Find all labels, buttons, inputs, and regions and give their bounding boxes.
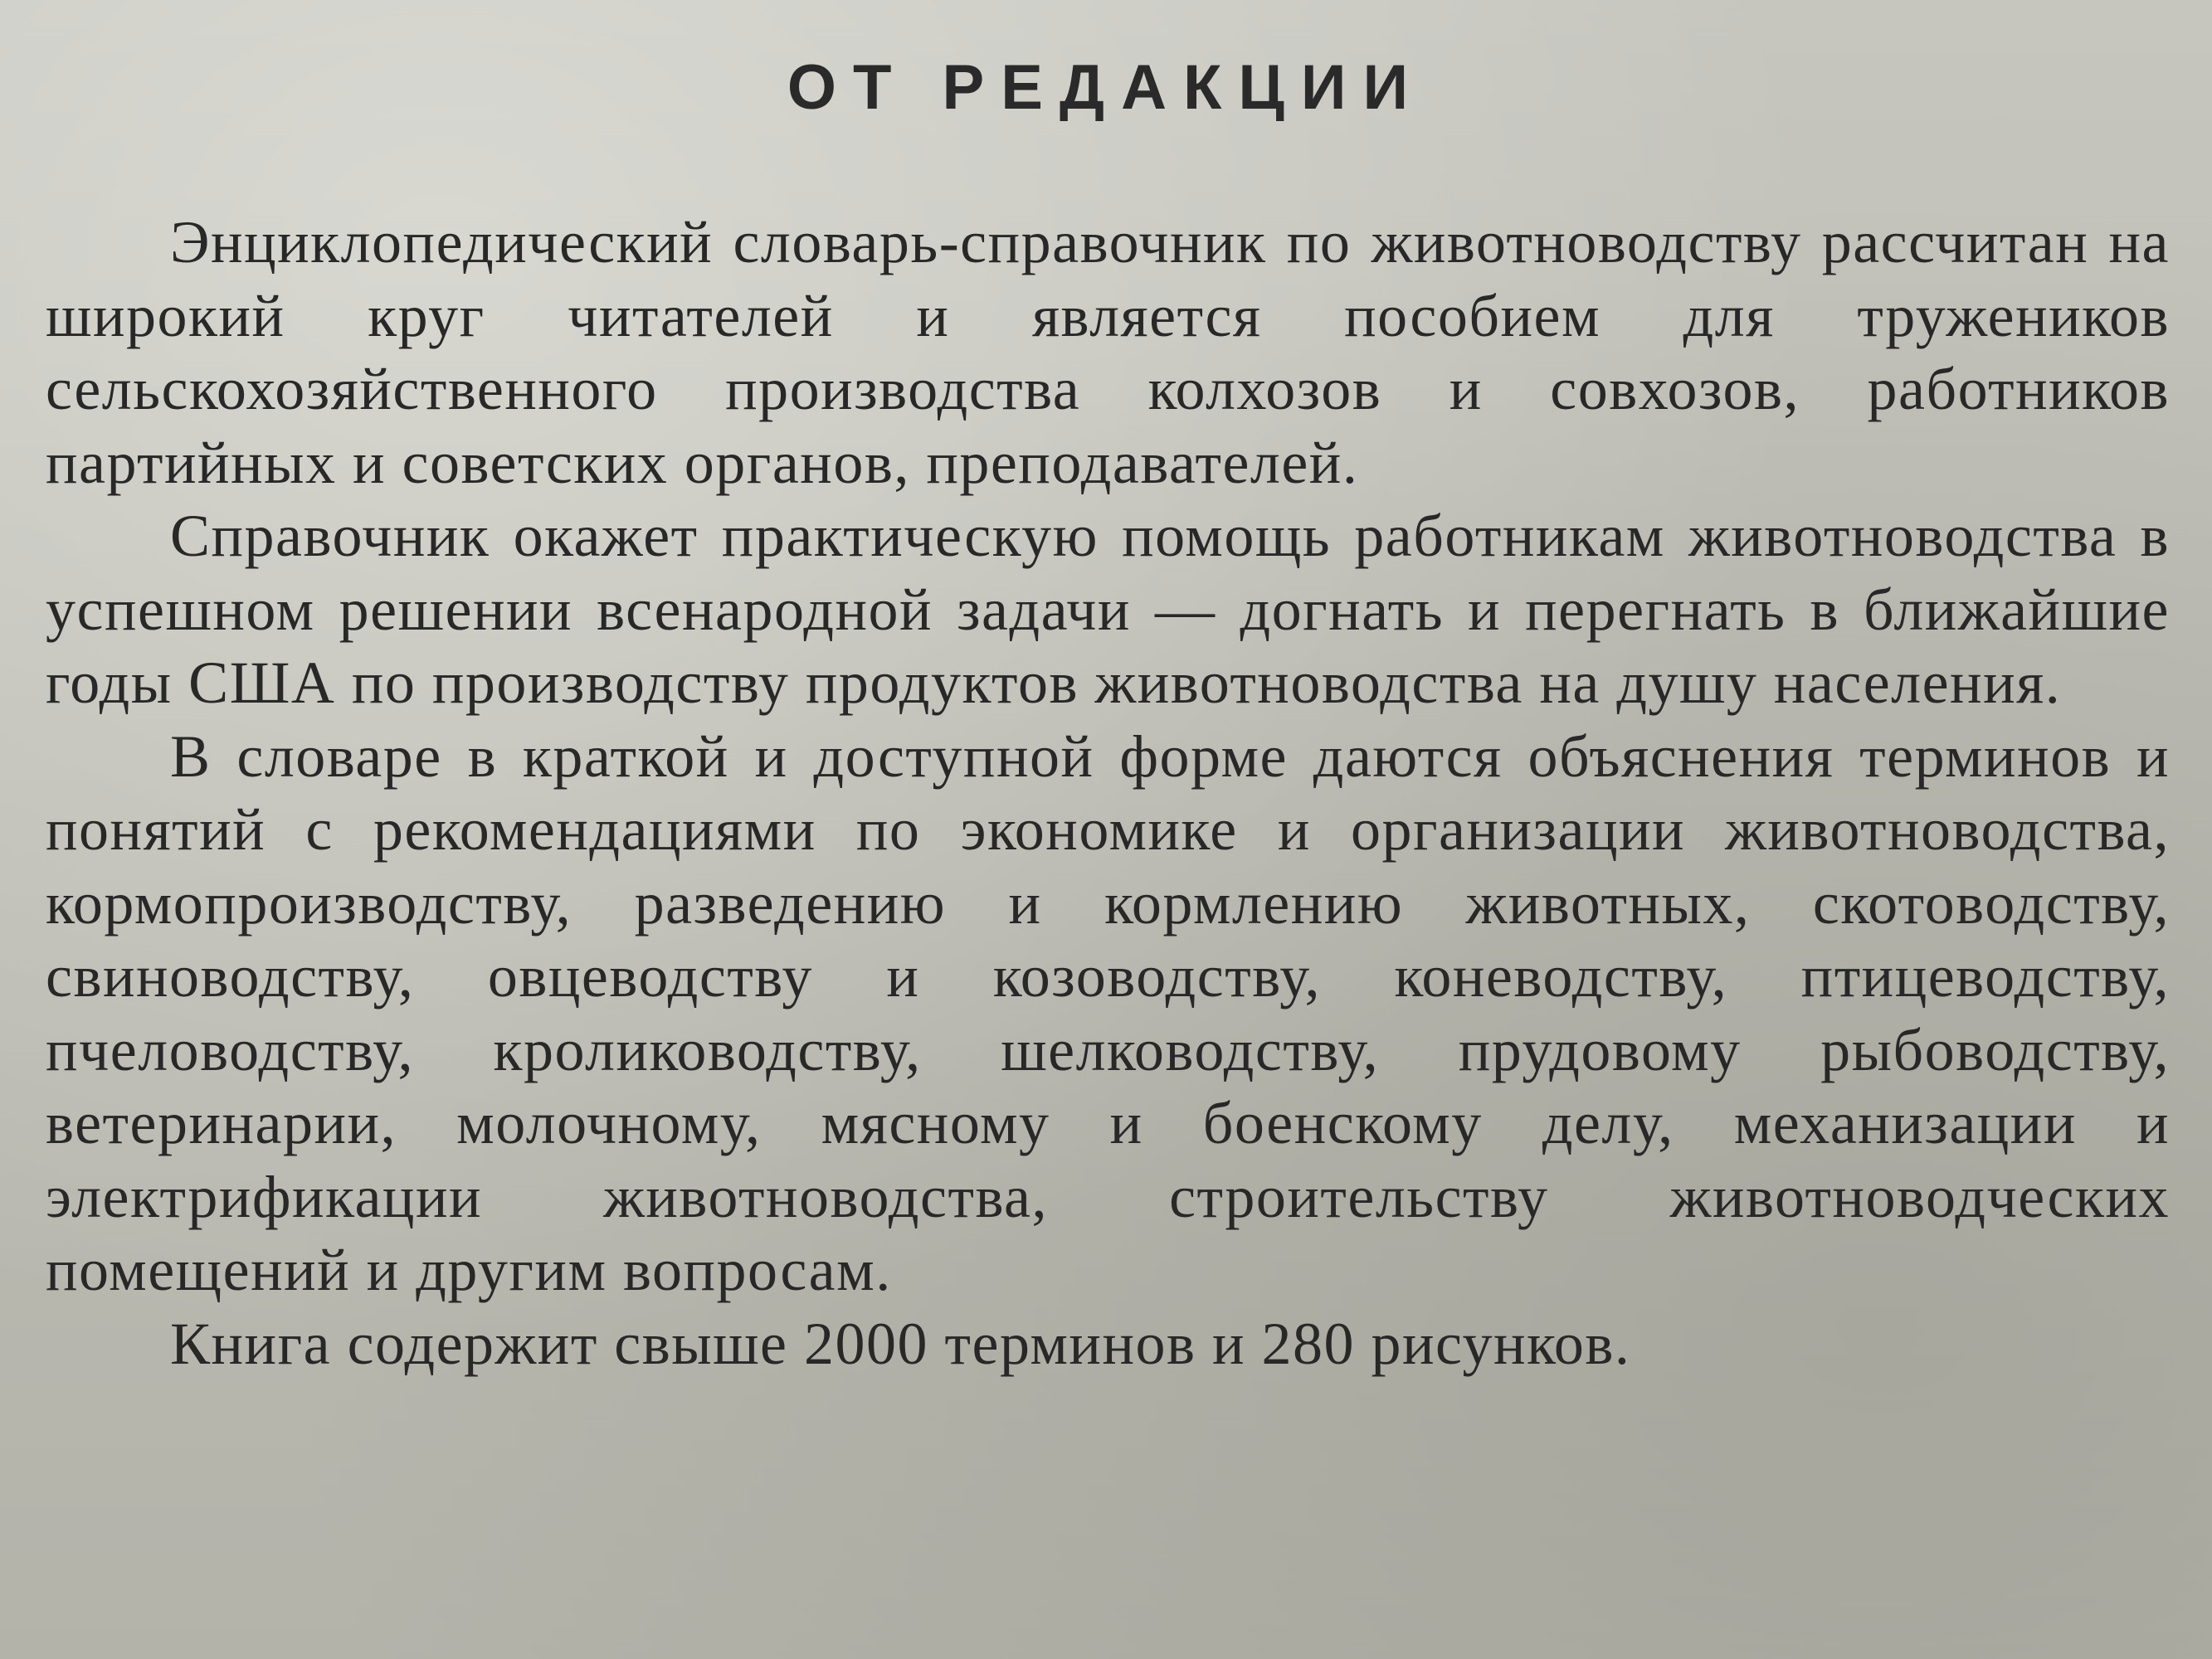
paragraph-summary: Книга содержит свыше 2000 терминов и 280 рисунков. [170,1310,1631,1377]
paragraph-contents: В словаре в краткой и доступной форме даются объяснения терминов и понятий с рекомендациями по экономике и организации животноводства, кормопроизводству, разведению и кормлению животных, скотоводству, свиноводству, овцеводству и козоводству, коневодству, птицеводству, пчеловодству, кролиководству, шелководству, прудовому рыбоводству, ветеринарии, молочному, мясному и боенскому делу, механизации и электрификации животноводства, строительству животноводческих помещений и другим вопросам. [46,722,2170,1303]
editorial-text [46,206,2170,1380]
page-heading: ОТ РЕДАКЦИИ [787,52,1425,123]
paragraph-purpose: Справочник окажет практическую помощь работникам животноводства в успешном решении всенародной задачи — догнать и перегнать в ближайшие годы США по производству продуктов животноводства на душу населения. [46,503,2170,716]
paragraph-intro: Энциклопедический словарь-справочник по животноводству рассчитан на широкий круг читателей и является пособием для тружеников сельскохозяйственного производства колхозов и совхозов, работников партийных и советских органов, преподавателей. [46,209,2170,496]
